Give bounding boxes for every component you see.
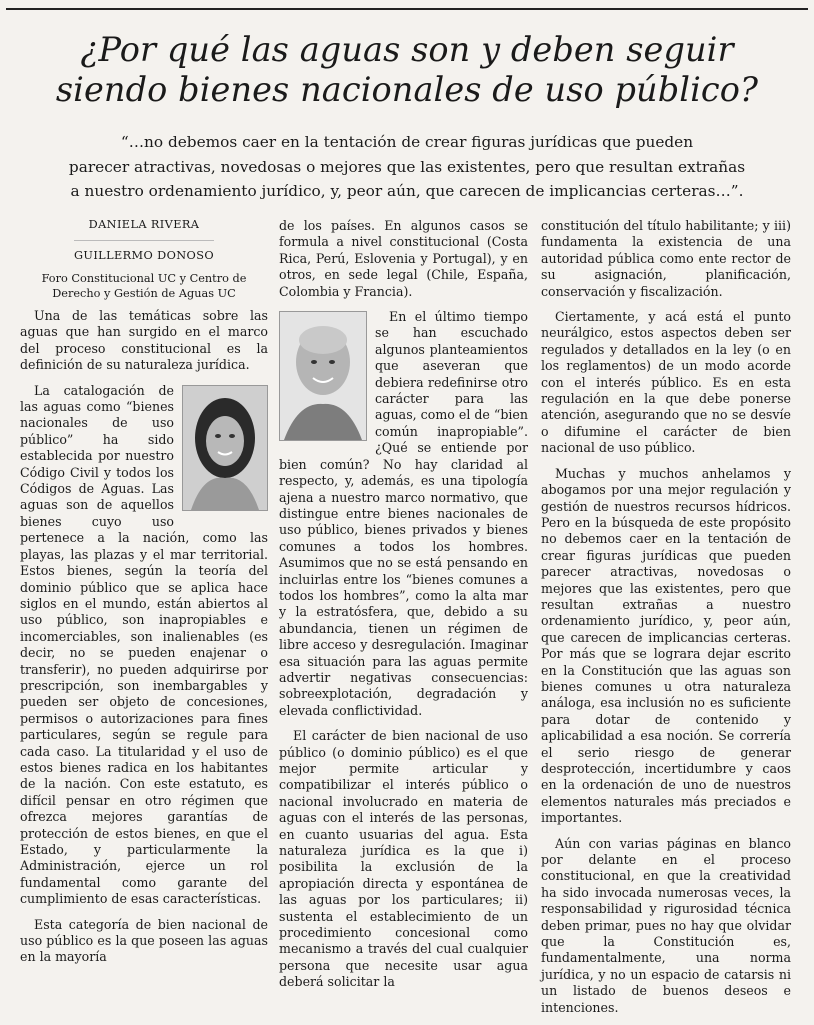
- article-column-3: [541, 218, 791, 1025]
- paragraph: constitución del título habilitante; y iii) fundamenta la existencia de una autoridad pública como ente rector de su asignación, planificación, conservación y fiscalización.: [541, 218, 791, 299]
- headline-line-1: ¿Por qué las aguas son y deben seguir: [80, 30, 734, 69]
- author-photo-man: [279, 311, 367, 441]
- headline-line-2: siendo bienes nacionales de uso público?: [55, 70, 759, 109]
- paragraph: Aún con varias páginas en blanco por delante en el proceso constitucional, en que la creatividad ha sido invocada numerosas veces, la responsabilidad y rigurosidad técnica deben primar, pues no hay que olvidar que la Constitución es, fundamentalmente, una norma jurídica, y no un espacio de catarsis ni un listado de buenos deseos e intenciones.: [541, 835, 791, 1015]
- article-column-1: [20, 308, 268, 975]
- author-1: DANIELA RIVERA: [88, 218, 200, 231]
- author-photo-woman: [182, 385, 268, 511]
- paragraph: El carácter de bien nacional de uso público (o dominio público) es el que mejor permite articular y compatibilizar el interés público o nacional involucrado en materia de aguas con el interés de las personas, en cuanto usuarias del agua. Esta naturaleza jurídica es la que i) posibilita la exclusión de la apropiación directa y espontánea de las aguas por los particulares; ii) sustenta el establecimiento de un procedimiento concesional como mecanismo a través del cual cualquier persona que necesite usar agua deberá solicitar la: [279, 728, 528, 990]
- article-column-2: [279, 218, 528, 1000]
- byline: [20, 218, 268, 301]
- portrait-man-image: [280, 312, 366, 440]
- top-rule: [6, 8, 808, 10]
- pull-quote-line-2: parecer atractivas, novedosas o mejores que las existentes, pero que resultan extrañas: [68, 157, 746, 176]
- paragraph: La catalogación de las aguas como “bienes nacionales de uso público” ha sido establecida por nuestro Código Civil y todos los Códigos de Aguas. Las aguas son de aquellos bienes cuyo uso pertenece a la nación, como las playas, las plazas y el mar territorial. Estos bienes, según la teoría del dominio público que se aplica hace siglos en el mundo, están abiertos al uso público, son inapropiables e incomerciables, son inalienables (es decir, no se pueden enajenar o transferir), no pueden adquirirse por prescripción, son inembargables y pueden ser objeto de concesiones, permisos o autorizaciones para fines particulares, según se regule para cada caso. La titularidad y el uso de estos bienes radica en los habitantes de la nación. Con este estatuto, es difícil pensar en otro régimen que ofrezca mejores garantías de protección de estos bienes, en que el Estado, y particularmente la Administración, ejerce un rol fundamental como garante del cumplimiento de esas características.: [20, 382, 268, 907]
- portrait-woman-image: [183, 386, 267, 510]
- pull-quote-line-1: “…no debemos caer en la tentación de crear figuras jurídicas que pueden: [120, 133, 694, 151]
- paragraph: En el último tiempo se han escuchado algunos planteamientos que aseveran que debiera redefinirse otro carácter para las aguas, como el de “bien común inapropiable”. ¿Qué se entiende por bien común? No hay claridad al respecto, y, además, es una tipología ajena a nuestro marco normativo, que distingue entre bienes nacionales de uso público, bienes privados y bienes comunes a todos los hombres. Asumimos que no se está pensando en incluirlas entre los “bienes comunes a todos los hombres”, como la alta mar y la estratósfera, que, debido a su abundancia, tienen un régimen de libre acceso y desregulación. Imaginar esa situación para las aguas permite advertir negativas consecuencias: sobreexplotación, degradación y elevada conflictividad.: [279, 309, 528, 718]
- author-affiliation: Foro Constitucional UC y Centro de Derecho y Gestión de Aguas UC: [41, 272, 247, 300]
- author-2: GUILLERMO DONOSO: [73, 249, 215, 262]
- headline: [0, 30, 814, 110]
- paragraph: Una de las temáticas sobre las aguas que han surgido en el marco del proceso constitucional es la definición de su naturaleza jurídica.: [20, 308, 268, 373]
- byline-divider: [74, 240, 214, 241]
- pull-quote: [40, 130, 774, 204]
- paragraph: de los países. En algunos casos se formula a nivel constitucional (Costa Rica, Perú, Eslovenia y Portugal), y en otros, en sede legal (Chile, España, Colombia y Francia).: [279, 218, 528, 299]
- paragraph: Muchas y muchos anhelamos y abogamos por una mejor regulación y gestión de nuestros recursos hídricos. Pero en la búsqueda de este propósito no debemos caer en la tentación de crear figuras jurídicas que pueden parecer atractivas, novedosas o mejores que las existentes, pero que resultan extrañas a nuestro ordenamiento jurídico, y, peor aún, que carecen de implicancias certeras. Por más que se lograra dejar escrito en la Constitución que las aguas son bienes comunes u otra naturaleza análoga, esa inclusión no es suficiente para dotar de contenido y aplicabilidad a esa noción. Se correría el serio riesgo de generar desprotección, incertidumbre y caos en la ordenación de uno de nuestros elementos naturales más preciados e importantes.: [541, 465, 791, 826]
- pull-quote-line-3: a nuestro ordenamiento jurídico, y, peor aún, que carecen de implicancias certeras…”.: [70, 182, 744, 200]
- paragraph: Esta categoría de bien nacional de uso público es la que poseen las aguas en la mayoría: [20, 916, 268, 965]
- paragraph: Ciertamente, y acá está el punto neurálgico, estos aspectos deben ser regulados y detallados en la ley (o en los reglamentos) de un modo acorde con el interés público. Es en esta regulación en la que debe ponerse atención, asegurando que no se desvíe o difumine el carácter de bien nacional de uso público.: [541, 309, 791, 456]
